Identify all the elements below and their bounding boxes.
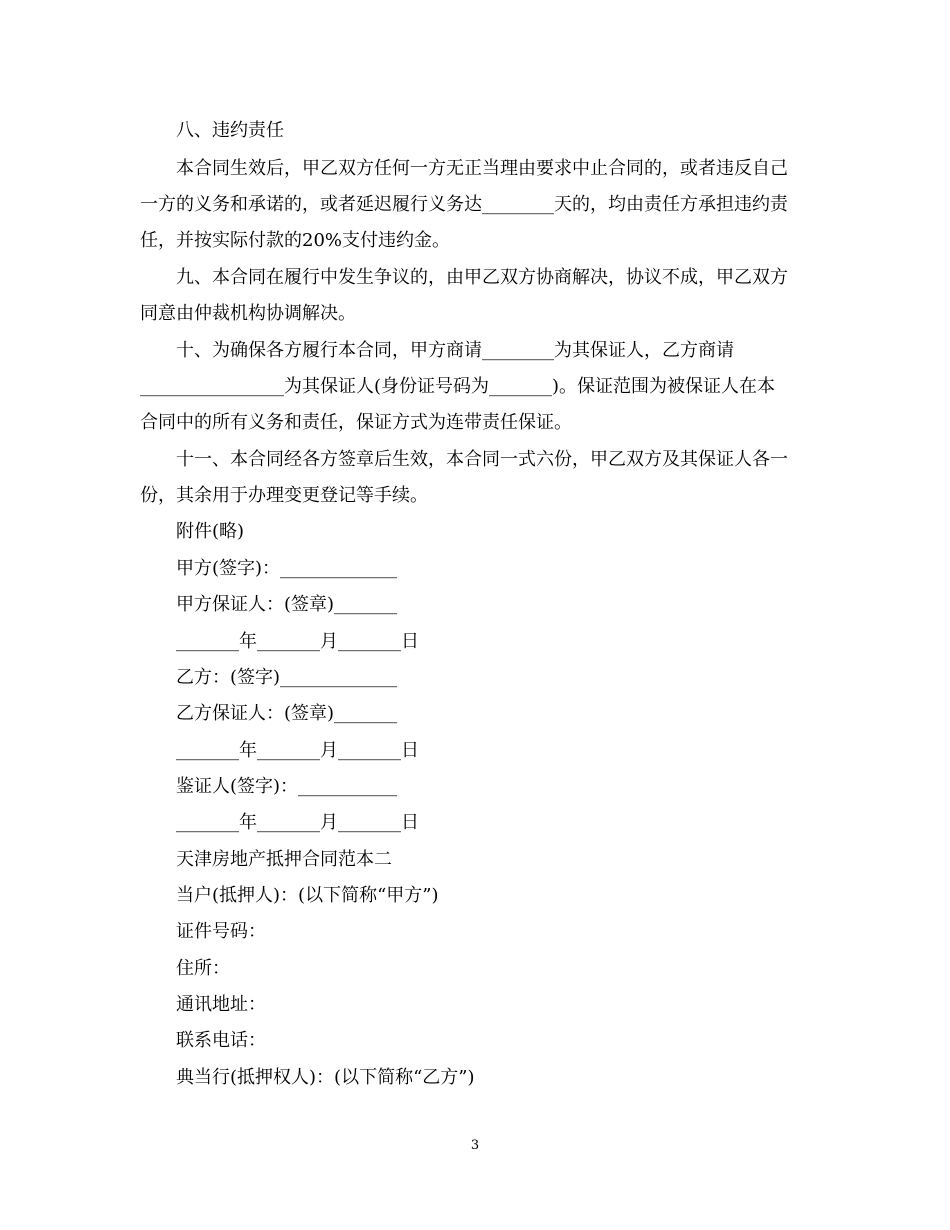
paragraph-line: 十一、本合同经各方签章后生效，本合同一式六份，甲乙双方及其保证人各一 bbox=[176, 449, 788, 470]
date-line: _______年_______月_______日 bbox=[176, 740, 419, 761]
contract-title: 天津房地产抵押合同范本二 bbox=[176, 849, 392, 870]
paragraph-line: 十、为确保各方履行本合同，甲方商请________为其保证人，乙方商请 bbox=[176, 340, 734, 361]
paragraph-line: 九、本合同在履行中发生争议的，由甲乙双方协商解决，协议不成，甲乙双方 bbox=[176, 267, 788, 288]
field-residence: 住所： bbox=[176, 958, 230, 979]
attachment-note: 附件(略) bbox=[176, 521, 245, 542]
field-phone: 联系电话： bbox=[176, 1030, 266, 1051]
page-number: 3 bbox=[470, 1138, 480, 1153]
field-id-number: 证件号码： bbox=[176, 921, 266, 942]
paragraph-line: ________________为其保证人(身份证号码为_______)。保证范围为被保证人在本 bbox=[140, 376, 776, 397]
paragraph-line: 份，其余用于办理变更登记等手续。 bbox=[140, 485, 428, 506]
signature-witness: 鉴证人(签字)：___________ bbox=[176, 776, 398, 797]
field-pledgor: 当户(抵押人)：(以下简称“甲方”) bbox=[176, 885, 439, 906]
date-line: _______年_______月_______日 bbox=[176, 812, 419, 833]
field-pawnshop: 典当行(抵押权人)：(以下简称“乙方”) bbox=[176, 1067, 475, 1088]
field-mailing-address: 通讯地址： bbox=[176, 994, 266, 1015]
paragraph-line: 合同中的所有义务和责任，保证方式为连带责任保证。 bbox=[140, 412, 572, 433]
signature-party-a: 甲方(签字)：_____________ bbox=[176, 558, 398, 579]
signature-guarantor-a: 甲方保证人：(签章)_______ bbox=[176, 594, 398, 615]
signature-guarantor-b: 乙方保证人：(签章)_______ bbox=[176, 703, 398, 724]
paragraph-line: 同意由仲裁机构协调解决。 bbox=[140, 303, 356, 324]
paragraph-line: 一方的义务和承诺的，或者延迟履行义务达________天的，均由责任方承担违约责 bbox=[140, 194, 788, 215]
paragraph-line: 本合同生效后，甲乙双方任何一方无正当理由要求中止合同的，或者违反自己 bbox=[176, 158, 788, 179]
signature-party-b: 乙方：(签字)_____________ bbox=[176, 667, 398, 688]
section-heading-breach-liability: 八、违约责任 bbox=[176, 120, 284, 141]
date-line: _______年_______月_______日 bbox=[176, 631, 419, 652]
paragraph-line: 任，并按实际付款的20%支付违约金。 bbox=[140, 230, 451, 251]
